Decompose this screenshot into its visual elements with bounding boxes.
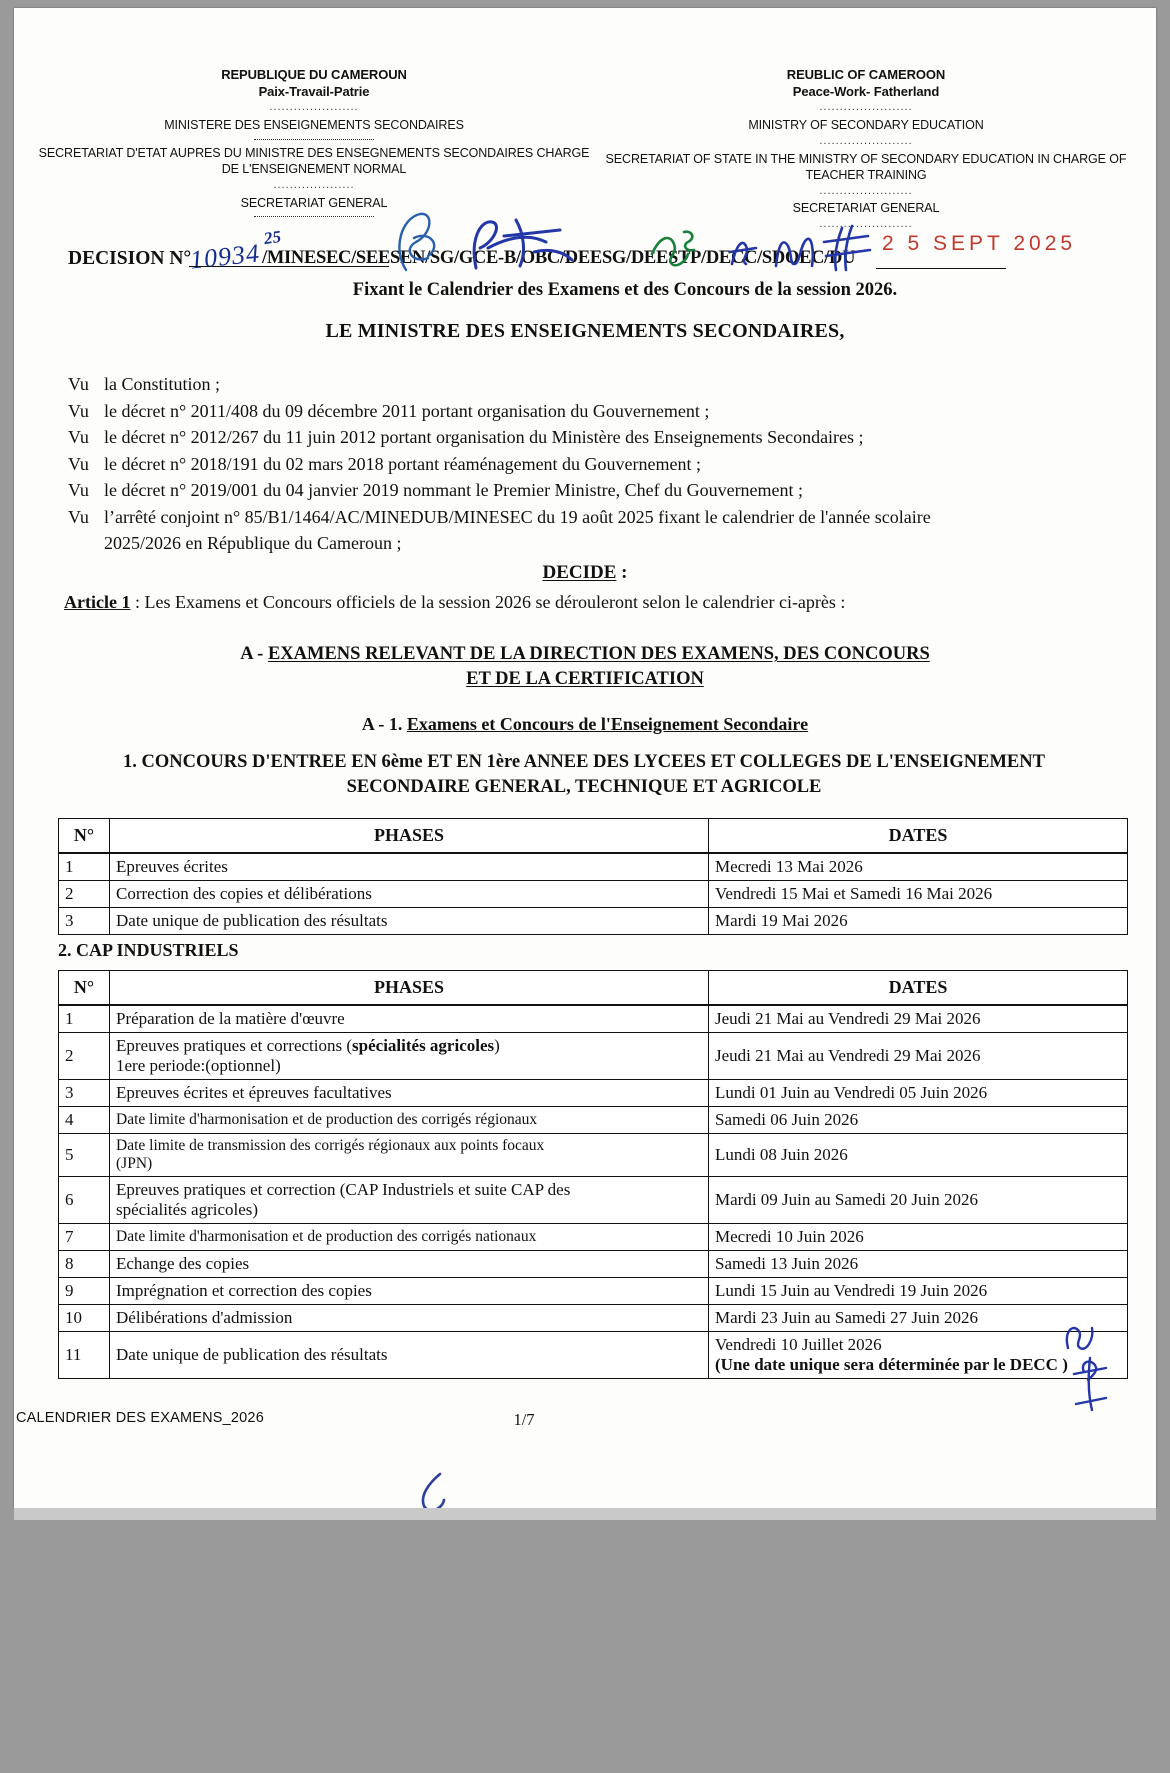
article-1-label: Article 1 — [64, 592, 131, 612]
row-number: 3 — [59, 908, 110, 935]
row-number: 1 — [59, 853, 110, 881]
row-phase-line2: (JPN) — [116, 1155, 153, 1172]
cap-industriels-table — [58, 970, 1128, 1379]
row-number: 5 — [59, 1134, 110, 1177]
row-phase: Date limite d'harmonisation et de production des corrigés nationaux — [110, 1224, 709, 1251]
vu-text: le décret n° 2011/408 du 09 décembre 2011 portant organisation du Gouvernement ; — [104, 400, 710, 421]
divider-line — [254, 216, 374, 217]
vu-keyword: Vu — [68, 374, 89, 394]
row-phase-cell — [110, 1177, 709, 1224]
row-phase: Préparation de la matière d'œuvre — [110, 1005, 709, 1033]
row-number: 2 — [59, 881, 110, 908]
row-date: Mardi 09 Juin au Samedi 20 Juin 2026 — [709, 1177, 1128, 1224]
footer-page-number: 1/7 — [513, 1410, 535, 1429]
row-number: 4 — [59, 1107, 110, 1134]
vu-clause — [68, 478, 1088, 503]
motto-fr: Paix-Travail-Patrie — [258, 84, 370, 100]
concours-heading — [54, 750, 1114, 800]
column-header-dates: DATES — [709, 819, 1128, 854]
handwritten-decision-number-suffix: 25 — [262, 226, 283, 249]
decide-label: DECIDE — [542, 562, 617, 583]
table-row — [59, 1251, 1128, 1278]
table-header-row — [59, 971, 1128, 1006]
cap-industriels-heading: 2. CAP INDUSTRIELS — [58, 940, 239, 960]
row-phase-line1: Date limite de transmission des corrigés régionaux aux points focaux — [116, 1137, 545, 1154]
vu-text: le décret n° 2012/267 du 11 juin 2012 portant organisation du Ministère des Enseignements Secondaires ; — [104, 427, 864, 447]
document-header — [14, 66, 1156, 234]
row-date: Jeudi 21 Mai au Vendredi 29 Mai 2026 — [709, 1033, 1128, 1080]
table-row — [59, 1305, 1128, 1332]
row-date: Samedi 06 Juin 2026 — [709, 1107, 1128, 1134]
decision-reference-codes: /MINESEC/SEESEN/SG/GCE-B/OBC/DEESG/DEESTP/DECC/SDOEC/DU — [262, 248, 856, 268]
motto-en: Peace-Work- Fatherland — [792, 84, 940, 100]
table-row — [59, 881, 1128, 908]
row-phase-line1: Epreuves pratiques et correction (CAP Industriels et suite CAP des — [116, 1180, 571, 1199]
row-number: 2 — [59, 1033, 110, 1080]
row-phase-cell — [110, 1134, 709, 1177]
row-date: Lundi 01 Juin au Vendredi 05 Juin 2026 — [709, 1080, 1128, 1107]
column-header-no: N° — [59, 819, 110, 854]
table-row — [59, 908, 1128, 935]
divider-dots: ....................... — [819, 217, 913, 230]
row-number: 1 — [59, 1005, 110, 1033]
section-a1-prefix: A - 1. — [361, 714, 407, 734]
row-date: Lundi 08 Juin 2026 — [709, 1134, 1128, 1177]
row-number: 9 — [59, 1278, 110, 1305]
secretariat-state-en: SECRETARIAT OF STATE IN THE MINISTRY OF SECONDARY EDUCATION IN CHARGE OF TEACHER TRAINING — [605, 151, 1127, 183]
vu-clause — [68, 372, 1088, 397]
column-header-dates: DATES — [709, 971, 1128, 1006]
divider-dots: .................... — [273, 178, 355, 191]
divider-dots: ....................... — [819, 184, 913, 197]
vu-keyword: Vu — [68, 480, 89, 500]
row-number: 10 — [59, 1305, 110, 1332]
concours-heading-line1: 1. CONCOURS D'ENTREE EN 6ème ET EN 1ère ANNEE DES LYCEES ET COLLEGES DE L'ENSEIGNEMENT — [123, 752, 1045, 772]
ministry-fr: MINISTERE DES ENSEIGNEMENTS SECONDAIRES — [164, 118, 464, 133]
section-a-heading — [14, 642, 1156, 692]
vu-text: le décret n° 2019/001 du 04 janvier 2019 nommant le Premier Ministre, Chef du Gouvernement ; — [104, 480, 804, 500]
row-phase: Date unique de publication des résultats — [110, 908, 709, 935]
row-phase-line1: Epreuves pratiques et corrections (spécialités agricoles) — [116, 1036, 500, 1055]
authority-title: LE MINISTRE DES ENSEIGNEMENTS SECONDAIRES, — [325, 320, 845, 342]
vu-clause-list — [68, 372, 1088, 556]
secretariat-general-fr: SECRETARIAT GENERAL — [240, 195, 388, 210]
date-stamp: 2 5 SEPT 2025 — [882, 232, 1077, 255]
row-date: Mecredi 10 Juin 2026 — [709, 1224, 1128, 1251]
table-row — [59, 1177, 1128, 1224]
vu-clause — [68, 452, 1088, 477]
table-row — [59, 1278, 1128, 1305]
concours-entree-table — [58, 818, 1128, 935]
row-phase: Date unique de publication des résultats — [110, 1332, 709, 1379]
row-date: Samedi 13 Juin 2026 — [709, 1251, 1128, 1278]
decide-heading — [14, 562, 1156, 584]
vu-keyword: Vu — [68, 400, 89, 421]
table-row — [59, 1332, 1128, 1379]
column-header-phases: PHASES — [110, 971, 709, 1006]
table-row — [59, 853, 1128, 881]
section-a-prefix: A - — [240, 644, 268, 664]
vu-keyword: Vu — [68, 427, 89, 447]
row-number: 3 — [59, 1080, 110, 1107]
row-date: Mecredi 13 Mai 2026 — [709, 853, 1128, 881]
decision-date-underline — [876, 268, 1006, 269]
divider-dots: ....................... — [819, 101, 913, 114]
vu-keyword: Vu — [68, 506, 89, 527]
row-date-line1: Vendredi 10 Juillet 2026 — [715, 1335, 882, 1354]
vu-clause — [68, 399, 1088, 424]
vu-clause — [68, 425, 1088, 450]
row-date: Mardi 19 Mai 2026 — [709, 908, 1128, 935]
column-header-no: N° — [59, 971, 110, 1006]
country-name-fr: REPUBLIQUE DU CAMEROUN — [221, 67, 407, 82]
row-phase: Imprégnation et correction des copies — [110, 1278, 709, 1305]
footer-document-name: CALENDRIER DES EXAMENS_2026 — [16, 1410, 264, 1426]
vu-text: l’arrêté conjoint n° 85/B1/1464/AC/MINEDUB/MINESEC du 19 août 2025 fixant le calendrier de l'année scolaire — [104, 506, 931, 527]
table-row — [59, 1107, 1128, 1134]
decide-colon: : — [616, 562, 628, 583]
header-english-column — [590, 66, 1156, 234]
row-date: Mardi 23 Juin au Samedi 27 Juin 2026 — [709, 1305, 1128, 1332]
table-row — [59, 1005, 1128, 1033]
vu-clause — [68, 505, 1088, 530]
article-1-paragraph — [64, 592, 1114, 613]
row-phase: Epreuves écrites — [110, 853, 709, 881]
table-row — [59, 1080, 1128, 1107]
row-phase: Echange des copies — [110, 1251, 709, 1278]
vu-keyword: Vu — [68, 453, 89, 474]
row-date: Lundi 15 Juin au Vendredi 19 Juin 2026 — [709, 1278, 1128, 1305]
viewer-backdrop — [0, 1520, 1170, 1773]
vu-text: la Constitution ; — [104, 374, 221, 394]
section-a-title-line1: EXAMENS RELEVANT DE LA DIRECTION DES EXAMENS, DES CONCOURS — [267, 644, 930, 664]
divider-dots: ....................... — [819, 134, 913, 147]
decision-subtitle: Fixant le Calendrier des Examens et des Concours de la session 2026. — [352, 280, 898, 300]
row-phase: Correction des copies et délibérations — [110, 881, 709, 908]
vu-text-continuation: 2025/2026 en République du Cameroun ; — [104, 533, 402, 553]
document-page — [14, 8, 1156, 1508]
column-header-phases: PHASES — [110, 819, 709, 854]
row-number: 8 — [59, 1251, 110, 1278]
table-row — [59, 1033, 1128, 1080]
page-bottom-ink-mark — [410, 1468, 460, 1508]
row-phase-line2: spécialités agricoles) — [116, 1200, 259, 1219]
divider-dots: ...................... — [269, 101, 359, 114]
handwritten-decision-number: 10934 — [188, 238, 262, 275]
row-phase-emphasis: spécialités agricoles — [352, 1036, 495, 1055]
secretariat-general-en: SECRETARIAT GENERAL — [792, 201, 940, 216]
row-date-cell — [709, 1332, 1128, 1379]
table-row — [59, 1224, 1128, 1251]
row-phase: Epreuves écrites et épreuves facultatives — [110, 1080, 709, 1107]
decision-label: DECISION N° — [68, 248, 192, 269]
row-number: 11 — [59, 1332, 110, 1379]
row-date: Jeudi 21 Mai au Vendredi 29 Mai 2026 — [709, 1005, 1128, 1033]
ministry-en: MINISTRY OF SECONDARY EDUCATION — [748, 118, 984, 133]
row-phase-line2: 1ere periode:(optionnel) — [116, 1056, 281, 1075]
row-date-line2: (Une date unique sera déterminée par le DECC ) — [715, 1355, 1068, 1374]
row-phase: Date limite d'harmonisation et de production des corrigés régionaux — [110, 1107, 709, 1134]
section-a-title-line2: ET DE LA CERTIFICATION — [466, 669, 704, 689]
divider-line — [254, 139, 374, 140]
table-header-row — [59, 819, 1128, 854]
row-phase: Délibérations d'admission — [110, 1305, 709, 1332]
section-a1-heading — [14, 714, 1156, 735]
row-phase-cell — [110, 1033, 709, 1080]
page-sheet — [14, 8, 1156, 1508]
article-1-text: : Les Examens et Concours officiels de la session 2026 se dérouleront selon le calendrier ci-après : — [130, 592, 846, 612]
row-number: 7 — [59, 1224, 110, 1251]
concours-heading-line2: SECONDAIRE GENERAL, TECHNIQUE ET AGRICOLE — [346, 777, 822, 797]
country-name-en: REUBLIC OF CAMEROON — [786, 67, 946, 82]
table-row — [59, 1134, 1128, 1177]
section-a1-title: Examens et Concours de l'Enseignement Secondaire — [406, 714, 809, 734]
row-date: Vendredi 15 Mai et Samedi 16 Mai 2026 — [709, 881, 1128, 908]
secretariat-state-fr: SECRETARIAT D'ETAT AUPRES DU MINISTRE DES ENSEGNEMENTS SECONDAIRES CHARGE DE L'ENSEIGNEMENT NORMAL — [38, 145, 590, 177]
row-number: 6 — [59, 1177, 110, 1224]
header-french-column — [14, 66, 590, 234]
vu-text: le décret n° 2018/191 du 02 mars 2018 portant réaménagement du Gouvernement ; — [104, 453, 702, 474]
